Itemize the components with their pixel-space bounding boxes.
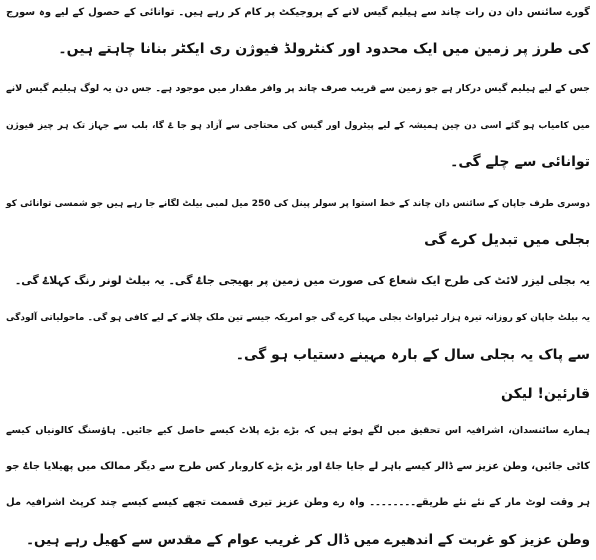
text-line: یہ بجلی لیزر لائٹ کی طرح ایک شعاع کی صورت میں زمین پر بھیجی جاۓ گی۔ یہ بیلٹ لونر رنگ کہلاۓ گی۔ — [14, 274, 590, 287]
text-line: گورے سائنس دان دن رات چاند سے ہیلیم گیس لانے کے پروجیکٹ پر کام کر رہے ہیں۔ توانائی کے حصول کے لیے وہ سورج — [6, 7, 590, 18]
text-line: ہر وقت لوٹ مار کے نئے نئے طریقے۔۔۔۔۔۔۔۔ واہ رے وطن عزیز تیری قسمت تجھے کیسے کیسے چند کرپٹ اشرافیہ مل — [6, 497, 590, 508]
text-line: دوسری طرف جاپان کے سائنس دان چاند کے خط استوا پر سولر پینل کی 250 میل لمبی بیلٹ لگانے جا رہے ہیں جو شمسی توانائی کو — [6, 199, 590, 209]
text-line: قارئین! لیکن — [500, 386, 590, 402]
text-line: سے پاک یہ بجلی سال کے بارہ مہینے دستیاب ہو گی۔ — [235, 347, 590, 363]
text-line: وطن عزیز کو غربت کے اندھیرے میں ڈال کر غریب عوام کے مقدس سے کھیل رہے ہیں۔ — [26, 532, 590, 548]
text-line: بجلی میں تبدیل کرے گی — [424, 232, 590, 248]
text-line: ہمارے سائنسدان، اشرافیہ اس تحقیق میں لگے ہوئے ہیں کہ بڑے بڑے پلاٹ کیسے حاصل کیے جائیں۔ ہاؤسنگ کالونیاں کیسے — [6, 425, 590, 436]
text-line: میں کامیاب ہو گئے اسی دن چین ہمیشہ کے لیے پیٹرول اور گیس کی محتاجی سے آزاد ہو جا ۓ گا، بلب سے جہاز تک ہر چیز فیوژن — [6, 121, 590, 131]
text-line: یہ بیلٹ جاپان کو روزانہ تیرہ ہزار ٹیراواٹ بجلی مہیا کرے گی جو امریکہ جیسے تین ملک چلانے کے لیے کافی ہو گی۔ ماحولیاتی آلودگی — [6, 313, 590, 323]
text-line: توانائی سے چلے گی۔ — [450, 154, 590, 170]
text-line: جس کے لیے ہیلیم گیس درکار ہے جو زمین سے قریب صرف چاند پر وافر مقدار میں موجود ہے۔ جس دن یہ لوگ ہیلیم گیس لانے — [6, 83, 590, 94]
text-line: کاٹی جائیں، وطن عزیز سے ڈالر کیسے باہر لے جایا جاۓ اور بڑے بڑے کاروبار کس طرح سے دیگر ممالک میں پھیلایا جاۓ جو — [6, 461, 590, 472]
text-line: کی طرز پر زمین میں ایک محدود اور کنٹرولڈ فیوژن ری ایکٹر بنانا چاہتے ہیں۔ — [58, 41, 590, 57]
